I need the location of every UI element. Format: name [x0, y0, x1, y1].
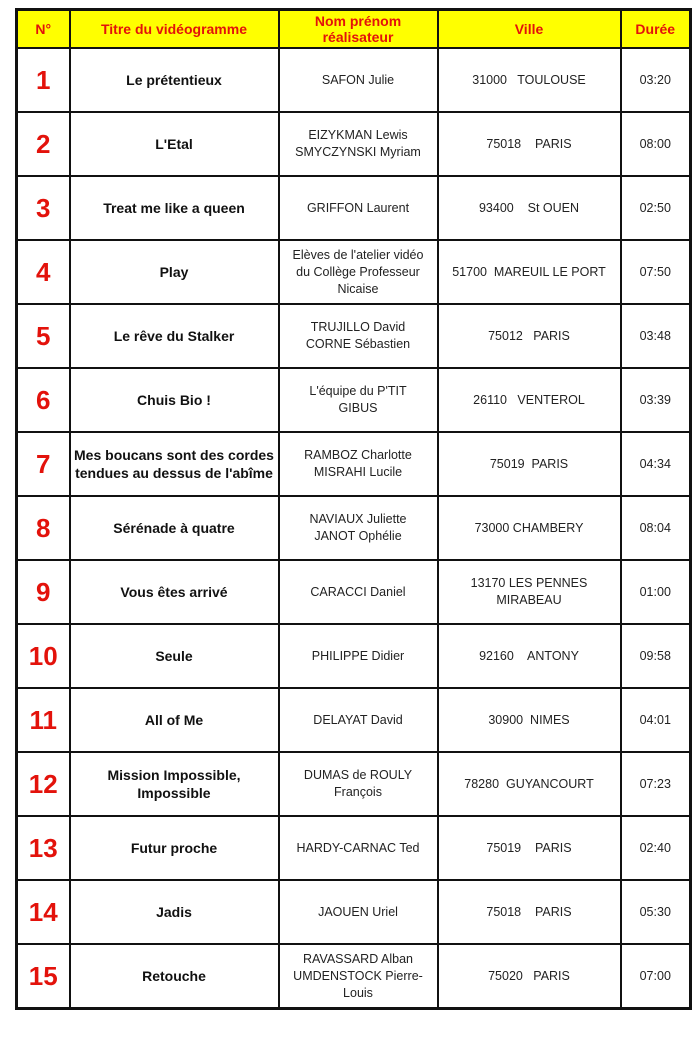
- row-number: 5: [17, 304, 70, 368]
- duration: 02:50: [621, 176, 691, 240]
- city: 26110 VENTEROL: [438, 368, 621, 432]
- city: 75019 PARIS: [438, 432, 621, 496]
- row-number: 14: [17, 880, 70, 944]
- duration: 05:30: [621, 880, 691, 944]
- city: 75020 PARIS: [438, 944, 621, 1009]
- city: 73000 CHAMBERY: [438, 496, 621, 560]
- table-row: [17, 112, 691, 176]
- videogram-title: Seule: [70, 624, 279, 688]
- videogram-title: All of Me: [70, 688, 279, 752]
- director-name: L'équipe du P'TIT GIBUS: [279, 368, 438, 432]
- duration: 07:00: [621, 944, 691, 1009]
- director-name: CARACCI Daniel: [279, 560, 438, 624]
- row-number: 8: [17, 496, 70, 560]
- videogram-title: Treat me like a queen: [70, 176, 279, 240]
- videogram-title: Mission Impossible, Impossible: [70, 752, 279, 816]
- city: 78280 GUYANCOURT: [438, 752, 621, 816]
- table-row: [17, 48, 691, 112]
- table-row: [17, 880, 691, 944]
- row-number: 4: [17, 240, 70, 304]
- duration: 03:39: [621, 368, 691, 432]
- table-row: [17, 560, 691, 624]
- city: 31000 TOULOUSE: [438, 48, 621, 112]
- videogram-title: Mes boucans sont des cordes tendues au dessus de l'abîme: [70, 432, 279, 496]
- city: 51700 MAREUIL LE PORT: [438, 240, 621, 304]
- director-name: NAVIAUX Juliette JANOT Ophélie: [279, 496, 438, 560]
- table-row: [17, 432, 691, 496]
- table-row: [17, 816, 691, 880]
- table-row: [17, 304, 691, 368]
- header-duration: Durée: [621, 10, 691, 49]
- videogram-title: Play: [70, 240, 279, 304]
- duration: 07:50: [621, 240, 691, 304]
- row-number: 6: [17, 368, 70, 432]
- city: 30900 NIMES: [438, 688, 621, 752]
- table-body: [17, 48, 691, 1009]
- videogram-title: Sérénade à quatre: [70, 496, 279, 560]
- videogram-table: [15, 8, 692, 1010]
- city: 75019 PARIS: [438, 816, 621, 880]
- duration: 01:00: [621, 560, 691, 624]
- row-number: 1: [17, 48, 70, 112]
- duration: 04:01: [621, 688, 691, 752]
- city: 93400 St OUEN: [438, 176, 621, 240]
- row-number: 10: [17, 624, 70, 688]
- table-row: [17, 624, 691, 688]
- city: 75012 PARIS: [438, 304, 621, 368]
- row-number: 9: [17, 560, 70, 624]
- duration: 04:34: [621, 432, 691, 496]
- row-number: 2: [17, 112, 70, 176]
- director-name: RAMBOZ Charlotte MISRAHI Lucile: [279, 432, 438, 496]
- director-name: TRUJILLO David CORNE Sébastien: [279, 304, 438, 368]
- table-row: [17, 240, 691, 304]
- director-name: EIZYKMAN Lewis SMYCZYNSKI Myriam: [279, 112, 438, 176]
- duration: 09:58: [621, 624, 691, 688]
- duration: 08:04: [621, 496, 691, 560]
- director-name: RAVASSARD Alban UMDENSTOCK Pierre- Louis: [279, 944, 438, 1009]
- videogram-title: Retouche: [70, 944, 279, 1009]
- duration: 02:40: [621, 816, 691, 880]
- videogram-title: Chuis Bio !: [70, 368, 279, 432]
- table-row: [17, 496, 691, 560]
- header-number: N°: [17, 10, 70, 49]
- header-row: [17, 10, 691, 49]
- videogram-title: Le rêve du Stalker: [70, 304, 279, 368]
- director-name: DELAYAT David: [279, 688, 438, 752]
- duration: 03:48: [621, 304, 691, 368]
- table-row: [17, 688, 691, 752]
- director-name: Elèves de l'atelier vidéo du Collège Professeur Nicaise: [279, 240, 438, 304]
- videogram-table-wrapper: [15, 8, 689, 1010]
- director-name: SAFON Julie: [279, 48, 438, 112]
- row-number: 15: [17, 944, 70, 1009]
- director-name: DUMAS de ROULY François: [279, 752, 438, 816]
- videogram-title: Jadis: [70, 880, 279, 944]
- videogram-title: L'Etal: [70, 112, 279, 176]
- row-number: 13: [17, 816, 70, 880]
- city: 13170 LES PENNES MIRABEAU: [438, 560, 621, 624]
- header-title: Titre du vidéogramme: [70, 10, 279, 49]
- director-name: GRIFFON Laurent: [279, 176, 438, 240]
- table-row: [17, 752, 691, 816]
- city: 92160 ANTONY: [438, 624, 621, 688]
- table-row: [17, 368, 691, 432]
- row-number: 12: [17, 752, 70, 816]
- city: 75018 PARIS: [438, 880, 621, 944]
- header-director: Nom prénom réalisateur: [279, 10, 438, 49]
- director-name: PHILIPPE Didier: [279, 624, 438, 688]
- duration: 08:00: [621, 112, 691, 176]
- header-city: Ville: [438, 10, 621, 49]
- row-number: 3: [17, 176, 70, 240]
- table-row: [17, 944, 691, 1009]
- city: 75018 PARIS: [438, 112, 621, 176]
- videogram-title: Futur proche: [70, 816, 279, 880]
- videogram-title: Vous êtes arrivé: [70, 560, 279, 624]
- row-number: 11: [17, 688, 70, 752]
- director-name: JAOUEN Uriel: [279, 880, 438, 944]
- row-number: 7: [17, 432, 70, 496]
- videogram-title: Le prétentieux: [70, 48, 279, 112]
- duration: 03:20: [621, 48, 691, 112]
- table-row: [17, 176, 691, 240]
- duration: 07:23: [621, 752, 691, 816]
- director-name: HARDY-CARNAC Ted: [279, 816, 438, 880]
